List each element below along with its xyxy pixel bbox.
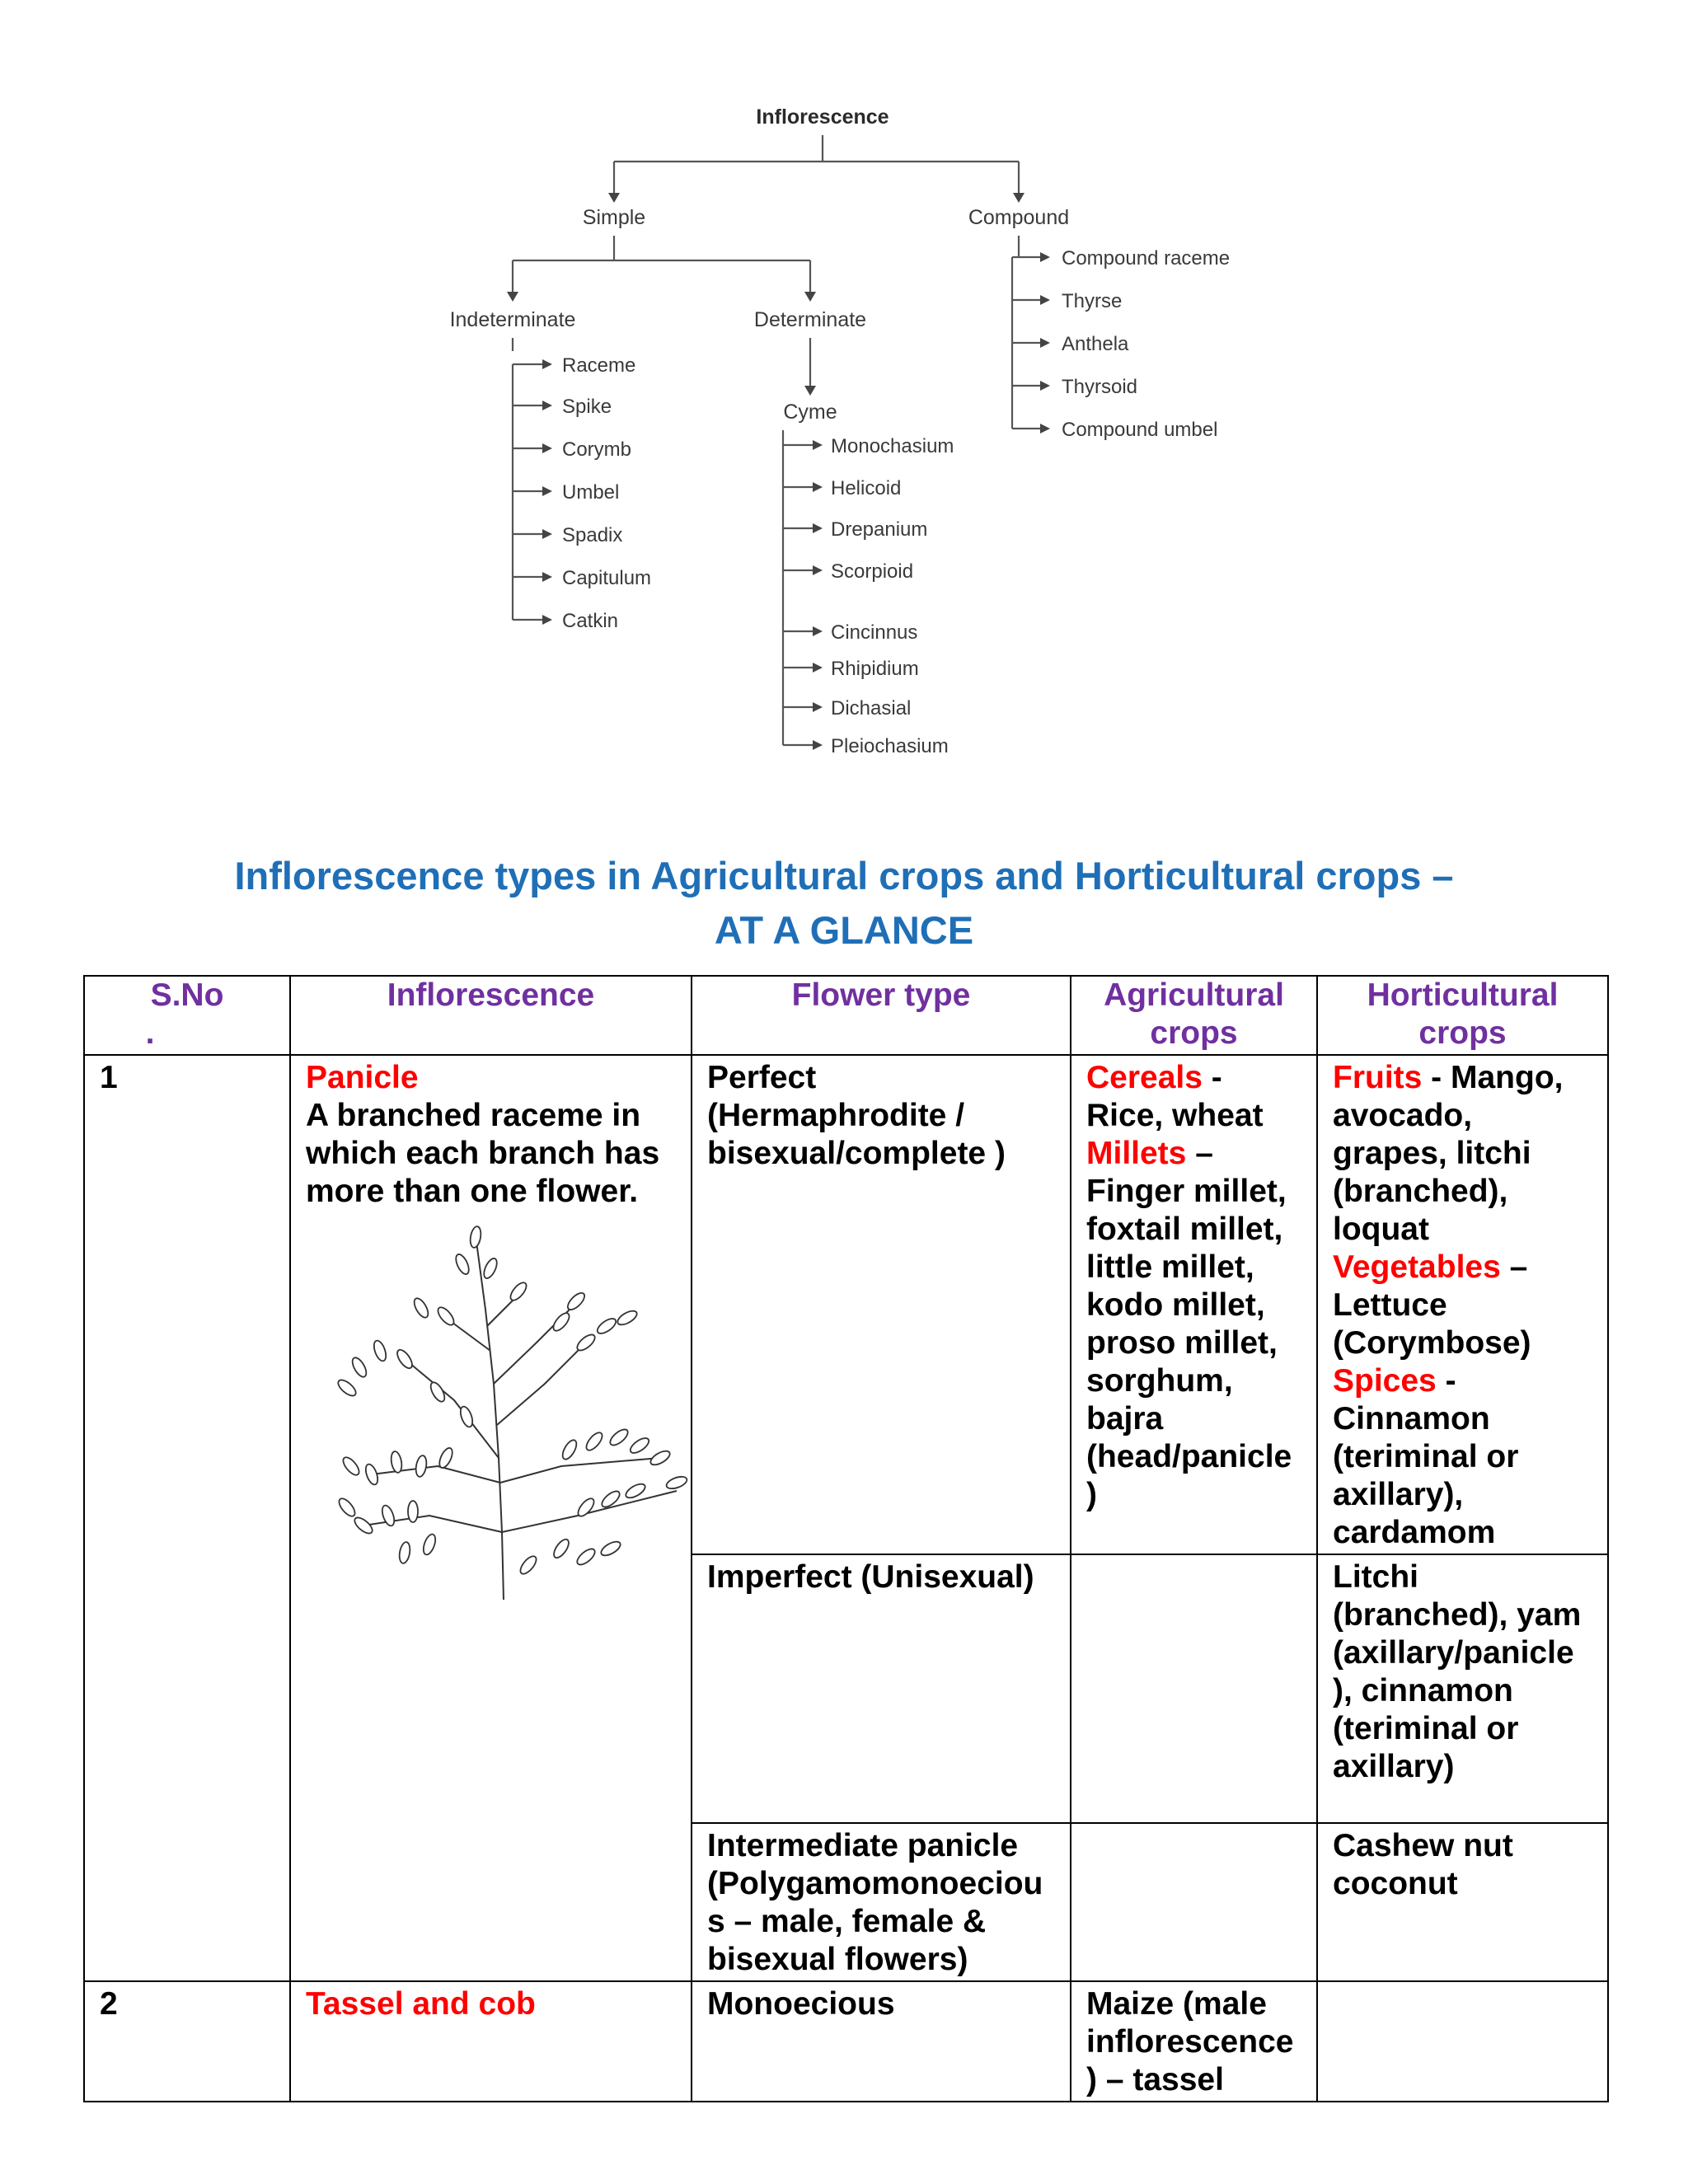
fruits-label: Fruits — [1333, 1060, 1423, 1095]
row-1-perfect-flower-type: Perfect (Hermaphrodite / bisexual/complete ) — [692, 1055, 1071, 1554]
diagram-indeterminate-label: Indeterminate — [449, 308, 576, 331]
row-2-horticultural — [1317, 1981, 1608, 2102]
row-1-perfect-horticultural — [1317, 1055, 1608, 1554]
header-horticultural-crops: Horticultural crops — [1317, 976, 1608, 1055]
diagram-indeterminate-item: Spadix — [562, 524, 623, 546]
row-1-intermediate-flower-type: Intermediate panicle (Polygamomonoeciou s – male, female & bisexual flowers) — [692, 1823, 1071, 1981]
header-inflorescence: Inflorescence — [290, 976, 692, 1055]
diagram-cyme-item: Rhipidium — [831, 658, 919, 680]
row-2-sno: 2 — [84, 1981, 290, 2102]
diagram-indeterminate-item: Raceme — [562, 354, 636, 377]
cereals-label: Cereals — [1086, 1060, 1203, 1095]
header-flower-type: Flower type — [692, 976, 1071, 1055]
millets-label: Millets — [1086, 1136, 1187, 1171]
diagram-indeterminate-item: Spike — [562, 396, 612, 418]
diagram-cyme-item: Dichasial — [831, 697, 912, 719]
diagram-indeterminate-item: Umbel — [562, 481, 620, 504]
inflorescence-classification-diagram — [0, 0, 1688, 791]
diagram-compound-label: Compound — [968, 206, 1070, 229]
table-header-row — [84, 976, 1608, 1055]
row-1-intermediate-agricultural — [1071, 1823, 1317, 1981]
panicle-illustration — [314, 1219, 692, 1606]
diagram-indeterminate-item: Corymb — [562, 438, 632, 461]
diagram-compound-item: Compound umbel — [1062, 419, 1218, 441]
vegetables-label: Vegetables — [1333, 1249, 1501, 1285]
spices-text: - Cinnamon (teriminal or axillary), cardamom — [1333, 1363, 1519, 1550]
diagram-compound-item: Thyrsoid — [1062, 376, 1138, 398]
diagram-cyme-item: Helicoid — [831, 477, 902, 499]
vegetables-text: – Lettuce (Corymbose) — [1333, 1249, 1531, 1361]
row-2-inflorescence-name: Tassel and cob — [290, 1981, 692, 2102]
document-title-line-1: Inflorescence types in Agricultural crops and Horticultural crops – — [234, 854, 1454, 898]
document-title-line-2: AT A GLANCE — [714, 908, 974, 952]
header-sno-label: S.No — [150, 977, 224, 1013]
spices-label: Spices — [1333, 1363, 1437, 1399]
fruits-text: - Mango, avocado, grapes, litchi (branched), loquat — [1333, 1060, 1564, 1247]
header-sno — [84, 976, 290, 1055]
diagram-indeterminate-item: Capitulum — [562, 567, 652, 589]
table-row — [84, 1981, 1608, 2102]
row-1-imperfect-agricultural — [1071, 1554, 1317, 1823]
cereals-text: - Rice, wheat — [1086, 1060, 1264, 1133]
diagram-indeterminate-item: Catkin — [562, 610, 619, 632]
diagram-cyme-item: Monochasium — [831, 435, 954, 457]
row-1-imperfect-flower-type: Imperfect (Unisexual) — [692, 1554, 1071, 1823]
diagram-compound-item: Thyrse — [1062, 290, 1123, 312]
row-2-flower-type: Monoecious — [692, 1981, 1071, 2102]
row-1-inflorescence-name: Panicle — [306, 1060, 419, 1095]
row-1-imperfect-horticultural: Litchi (branched), yam (axillary/panicle ), cinnamon (teriminal or axillary) — [1317, 1554, 1608, 1823]
diagram-cyme-label: Cyme — [783, 401, 837, 424]
diagram-cyme-item: Cincinnus — [831, 621, 918, 644]
diagram-compound-item: Anthela — [1062, 333, 1129, 355]
table-row — [84, 1055, 1608, 1554]
millets-text: – Finger millet, foxtail millet, little millet, kodo millet, proso millet, sorghum, bajra (head/panicle ) — [1086, 1136, 1292, 1512]
diagram-simple-label: Simple — [582, 206, 646, 229]
row-1-sno: 1 — [84, 1055, 290, 1981]
row-1-perfect-agricultural — [1071, 1055, 1317, 1554]
diagram-cyme-item: Scorpioid — [831, 560, 914, 583]
row-1-intermediate-horticultural: Cashew nut coconut — [1317, 1823, 1608, 1981]
diagram-determinate-label: Determinate — [753, 308, 867, 331]
diagram-cyme-item: Pleiochasium — [831, 735, 949, 757]
row-1-inflorescence-cell — [290, 1055, 692, 1981]
document-title — [0, 849, 1688, 958]
inflorescence-table — [83, 975, 1609, 2102]
diagram-compound-item: Compound raceme — [1062, 247, 1231, 269]
header-agricultural-crops: Agricultural crops — [1071, 976, 1317, 1055]
header-sno-dot: . — [145, 1015, 155, 1051]
diagram-cyme-item: Drepanium — [831, 518, 928, 541]
row-2-agricultural: Maize (male inflorescence ) – tassel — [1071, 1981, 1317, 2102]
row-1-inflorescence-description: A branched raceme in which each branch has more than one flower. — [306, 1098, 660, 1209]
diagram-root-label: Inflorescence — [756, 105, 889, 129]
